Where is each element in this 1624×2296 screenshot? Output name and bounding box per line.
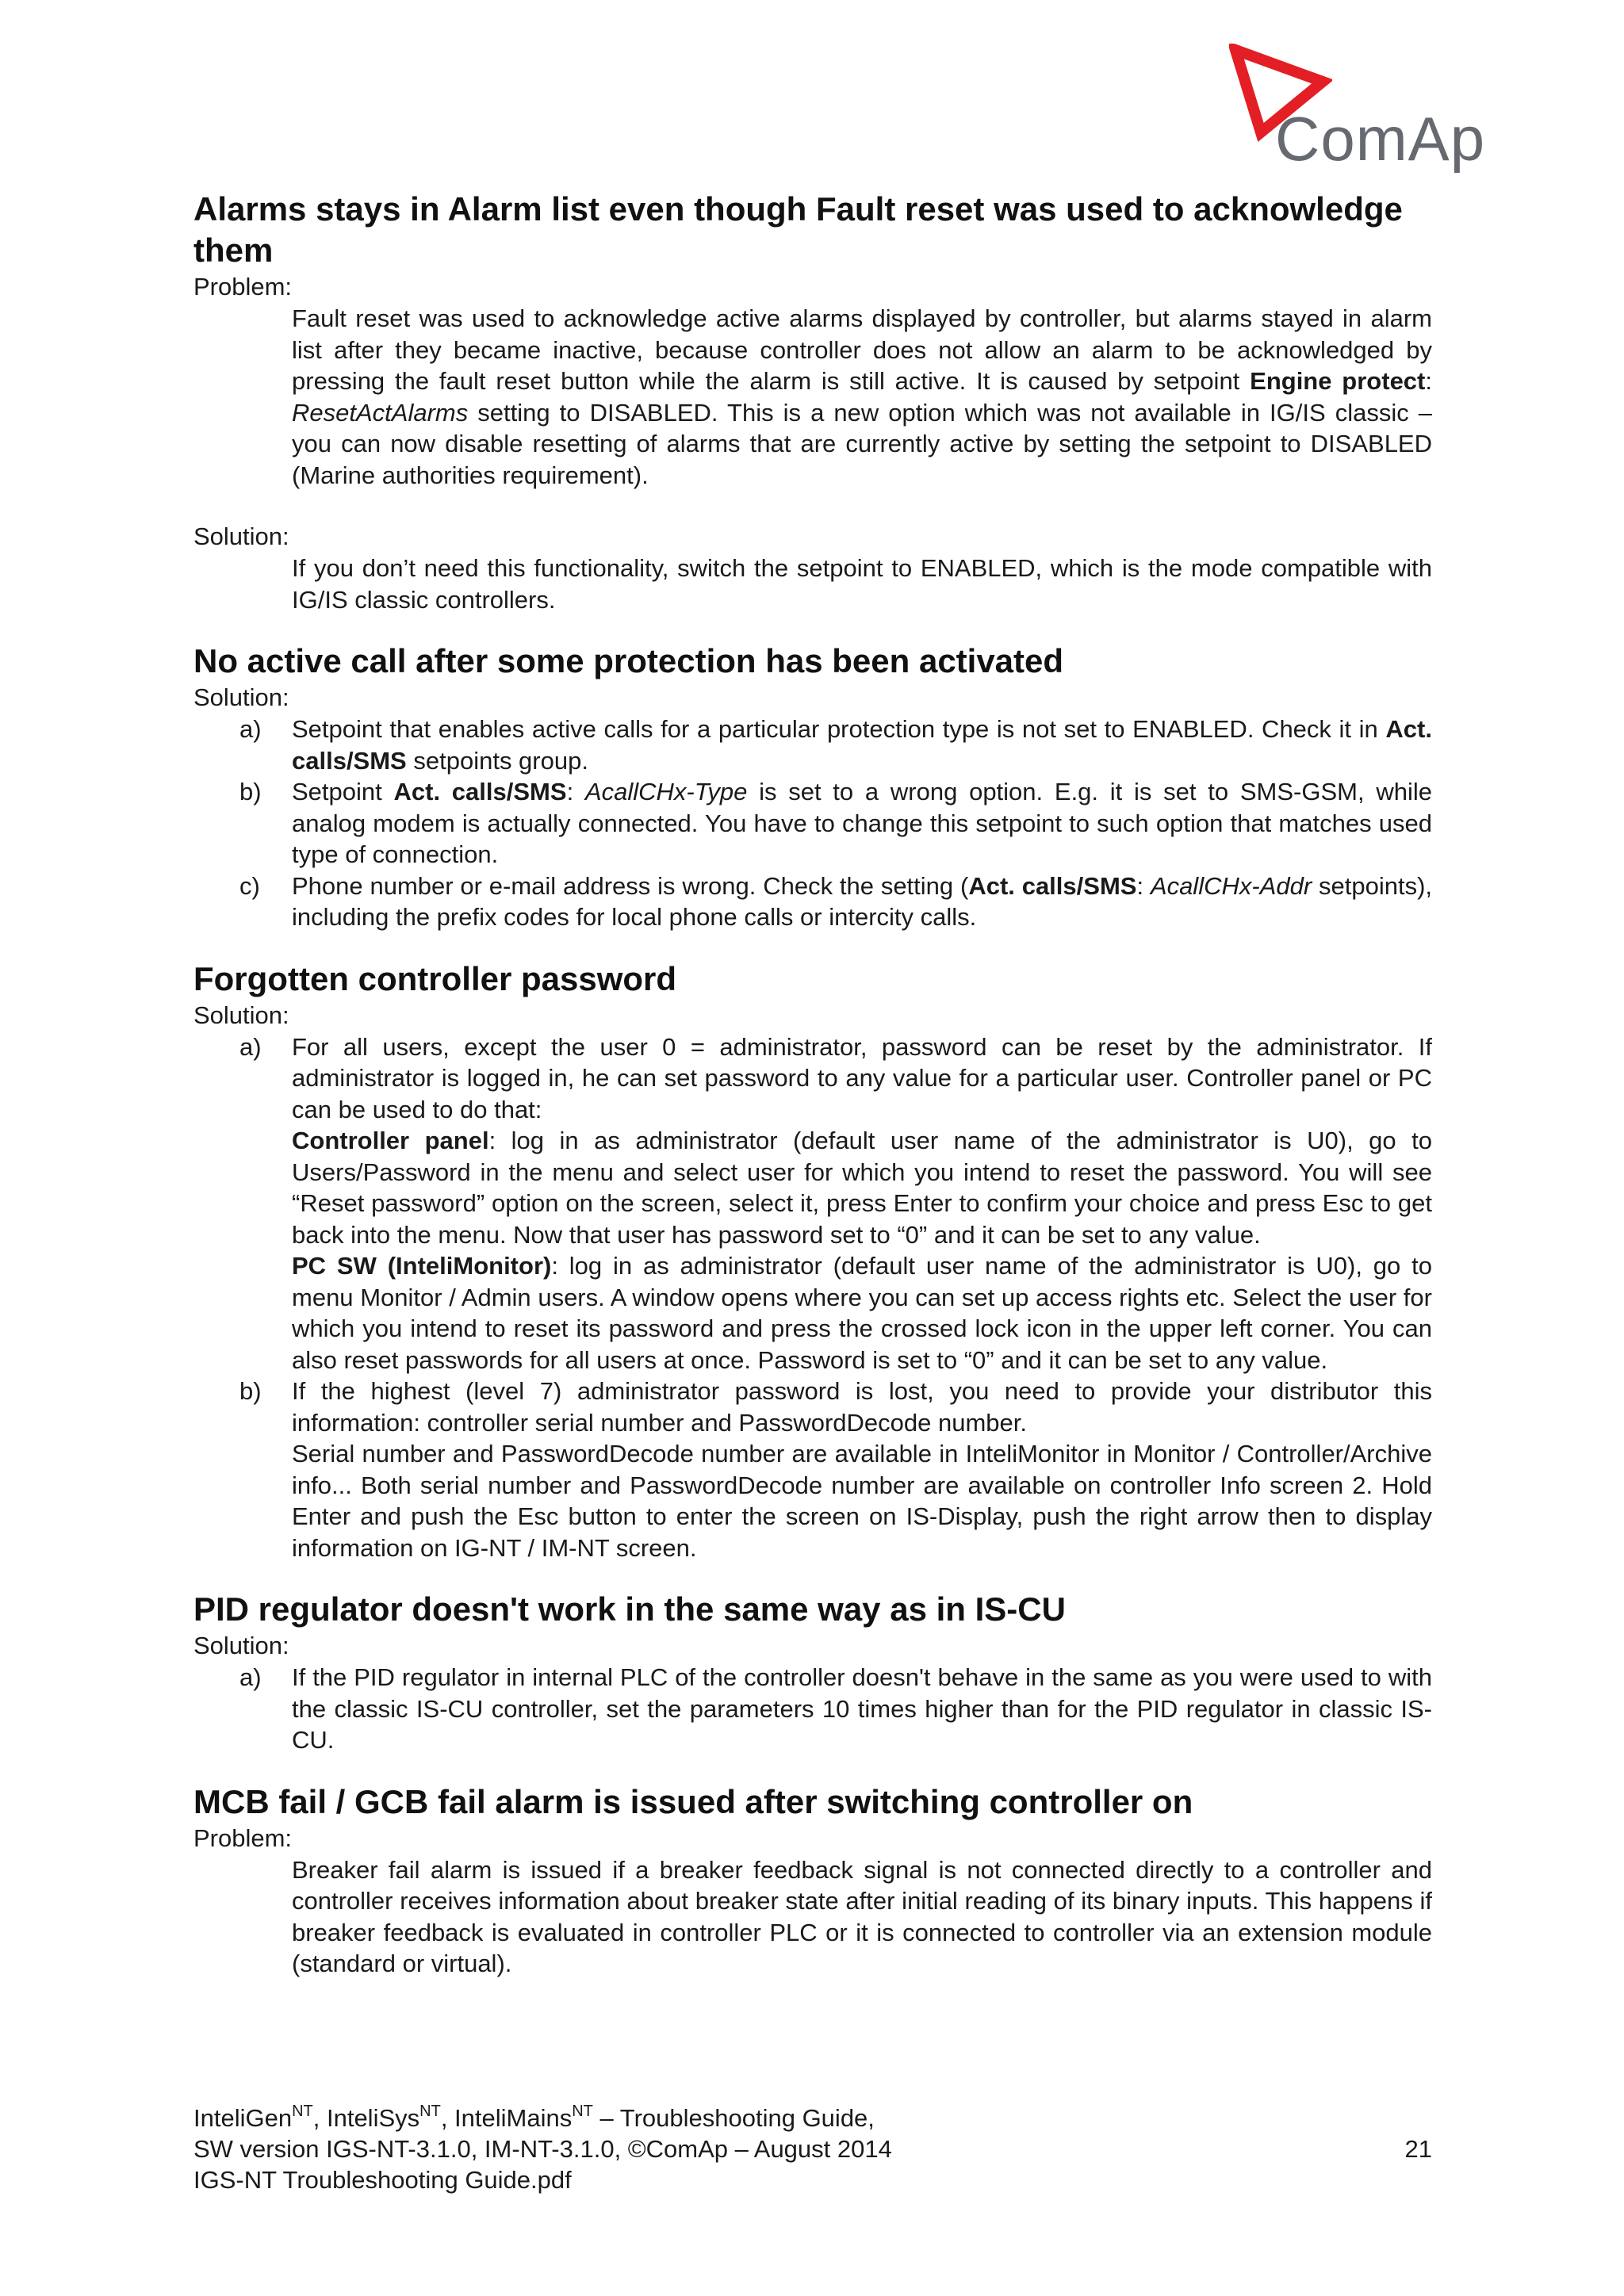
list-item: b) If the highest (level 7) administrator password is lost, you need to provide your distributor this information: controller serial number and PasswordDecode number. Serial number and PasswordDecode number are available in InteliMonitor in Monitor / Controller/Archive info... Both serial number and PasswordDecode number are available on controller Info screen 2. Hold Enter and push the Esc button to enter the screen on IS-Display, push the right arrow then to display information on IG-NT / IM-NT screen. (239, 1377, 1432, 1562)
problem-text: Breaker fail alarm is issued if a breaker feedback signal is not connected directly to a controller and controller receives information about breaker state after initial reading of its binary inputs. This happens if breaker feedback is evaluated in controller PLC or it is connected to controller via an extension module (standard or virtual). (292, 1855, 1432, 1977)
section-heading: Forgotten controller password (193, 959, 677, 997)
problem-text: Fault reset was used to acknowledge active alarms displayed by controller, but alarms stayed in alarm list after they became inactive, because controller does not allow an alarm to be acknowledged by pressing the fault reset button while the alarm is still active. It is caused by setpoint Engine protect: ResetActAlarms setting to DISABLED. This is a new option which was not available in IG/IS classic – you can now disable resetting of alarms that are currently active by setting the setpoint to DISABLED (Marine authorities requirement). (292, 304, 1432, 489)
page-content (193, 189, 1432, 1980)
solution-list (193, 1662, 1432, 1756)
solution-label: Solution: (193, 522, 289, 550)
solution-label: Solution: (193, 1001, 289, 1029)
comap-logo (1229, 44, 1486, 174)
list-item: a) Setpoint that enables active calls for a particular protection type is not set to ENABLED. Check it in Act. calls/SMS setpoints group. (239, 715, 1432, 775)
list-item: c) Phone number or e-mail address is wrong. Check the setting (Act. calls/SMS: AcallCHx-Addr setpoints), including the prefix codes for local phone calls or intercity calls. (239, 871, 1433, 931)
page-number: 21 (1404, 2135, 1432, 2163)
problem-label: Problem: (193, 273, 293, 300)
section-heading: No active call after some protection has been activated (193, 642, 1064, 679)
footer-filename: IGS-NT Troubleshooting Guide.pdf (193, 2166, 572, 2194)
solution-label: Solution: (193, 1632, 289, 1659)
section-heading: PID regulator doesn't work in the same way as in IS-CU (193, 1590, 1066, 1628)
solution-list (193, 714, 1432, 933)
list-item: b) Setpoint Act. calls/SMS: AcallCHx-Type is set to a wrong option. E.g. it is set to SMS-GSM, while analog modem is actually connected. You have to change this setpoint to such option that matches used type of connection. (239, 778, 1432, 868)
section-heading: Alarms stays in Alarm list even though Fault reset was used to acknowledge them (193, 190, 1403, 269)
solution-text: If you don’t need this functionality, switch the setpoint to ENABLED, which is the mode compatible with IG/IS classic controllers. (292, 554, 1432, 614)
footer-product-line: InteliGen$^{NT}$, InteliSys$^{NT}$, InteliMains$^{NT}$ – Troubleshooting Guide, (193, 2102, 875, 2132)
logo-text: ComAp (1275, 104, 1486, 174)
solution-label: Solution: (193, 683, 289, 711)
page-footer (193, 2103, 1432, 2195)
section-heading: MCB fail / GCB fail alarm is issued after switching controller on (193, 1782, 1193, 1820)
solution-list (193, 1031, 1432, 1564)
problem-label: Problem: (193, 1823, 293, 1852)
list-item: a) For all users, except the user 0 = administrator, password can be reset by the administrator. If administrator is logged in, he can set password to any value for a particular user. Controller panel or PC can be used to do that: Controller panel: log in as administrator (default user name of the administrator is U0), go to Users/Password in the menu and select user for which you intend to reset the password. You will see “Reset password” option on the screen, select it, press Enter to confirm your choice and press Esc to get back into the menu. Now that user has password set to “0” and it can be set to any value. PC SW (InteliMonitor): log in as administrator (default user name of the administrator is U0), go to menu Monitor / Admin users. A window opens where you can set up access rights etc. Select the user for which you intend to reset its password and press the crossed lock icon in the upper left corner. You can also reset passwords for all users at once. Password is set to “0” and it can be set to any value. (239, 1032, 1432, 1374)
list-item: a) If the PID regulator in internal PLC of the controller doesn't behave in the same as you were used to with the classic IS-CU controller, set the parameters 10 times higher than for the PID regulator in classic IS-CU. (239, 1663, 1432, 1754)
footer-version-line: SW version IGS-NT-3.1.0, IM-NT-3.1.0, ©ComAp – August 2014 (193, 2135, 892, 2163)
